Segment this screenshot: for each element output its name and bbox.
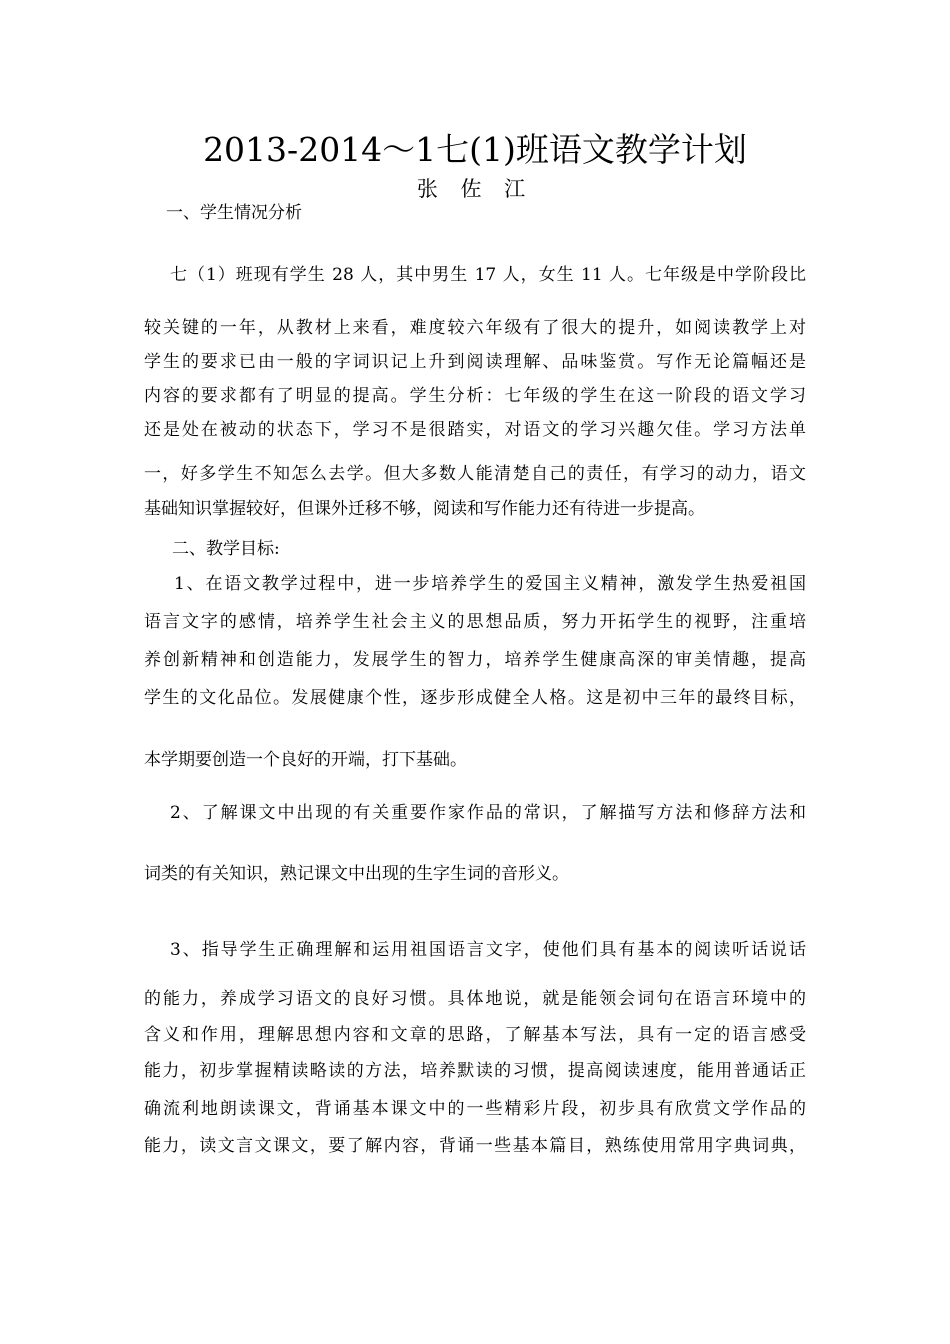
paragraph-line: 一，好多学生不知怎么去学。但大多数人能清楚自己的责任，有学习的动力，语文 <box>144 464 806 484</box>
author-name: 张 佐 江 <box>416 177 534 201</box>
section-heading-teaching-goals: 二、教学目标: <box>172 539 280 559</box>
paragraph-line: 养创新精神和创造能力，发展学生的智力，培养学生健康高深的审美情趣，提高 <box>144 650 806 670</box>
paragraph-line: 的能力，养成学习语文的良好习惯。具体地说，就是能领会词句在语言环境中的 <box>144 989 806 1009</box>
paragraph-line: 内容的要求都有了明显的提高。学生分析：七年级的学生在这一阶段的语文学习 <box>144 386 806 406</box>
paragraph-line: 语言文字的感情，培养学生社会主义的思想品质，努力开拓学生的视野，注重培 <box>144 612 806 632</box>
paragraph-line: 1、在语文教学过程中，进一步培养学生的爱国主义精神，激发学生热爱祖国 <box>174 574 806 594</box>
paragraph-line: 含义和作用，理解思想内容和文章的思路，了解基本写法，具有一定的语言感受 <box>144 1025 806 1045</box>
section-heading-student-analysis: 一、学生情况分析 <box>166 203 302 223</box>
paragraph-line: 学生的文化品位。发展健康个性，逐步形成健全人格。这是初中三年的最终目标， <box>144 688 806 708</box>
paragraph-line: 能力，初步掌握精读略读的方法，培养默读的习惯，提高阅读速度，能用普通话正 <box>144 1061 806 1081</box>
paragraph-line: 能力，读文言文课文，要了解内容，背诵一些基本篇目，熟练使用常用字典词典， <box>144 1136 806 1156</box>
paragraph-line: 3、指导学生正确理解和运用祖国语言文字，使他们具有基本的阅读听话说话 <box>170 940 806 960</box>
paragraph-line: 词类的有关知识，熟记课文中出现的生字生词的音形义。 <box>144 864 569 884</box>
paragraph-line: 2、了解课文中出现的有关重要作家作品的常识，了解描写方法和修辞方法和 <box>170 803 806 823</box>
paragraph-line: 学生的要求已由一般的字词识记上升到阅读理解、品味鉴赏。写作无论篇幅还是 <box>144 352 806 372</box>
paragraph-line: 确流利地朗读课文，背诵基本课文中的一些精彩片段，初步具有欣赏文学作品的 <box>144 1099 806 1119</box>
paragraph-line: 较关键的一年，从教材上来看，难度较六年级有了很大的提升，如阅读教学上对 <box>144 318 806 338</box>
paragraph-line: 七（1）班现有学生 28 人，其中男生 17 人，女生 11 人。七年级是中学阶段比 <box>170 265 806 285</box>
paragraph-line: 基础知识掌握较好，但课外迁移不够，阅读和写作能力还有待进一步提高。 <box>144 499 705 519</box>
paragraph-line: 还是处在被动的状态下，学习不是很踏实，对语文的学习兴趣欠佳。学习方法单 <box>144 420 806 440</box>
paragraph-line: 本学期要创造一个良好的开端，打下基础。 <box>144 750 467 770</box>
document-title: 2013-2014～1七(1)班语文教学计划 <box>203 130 747 169</box>
